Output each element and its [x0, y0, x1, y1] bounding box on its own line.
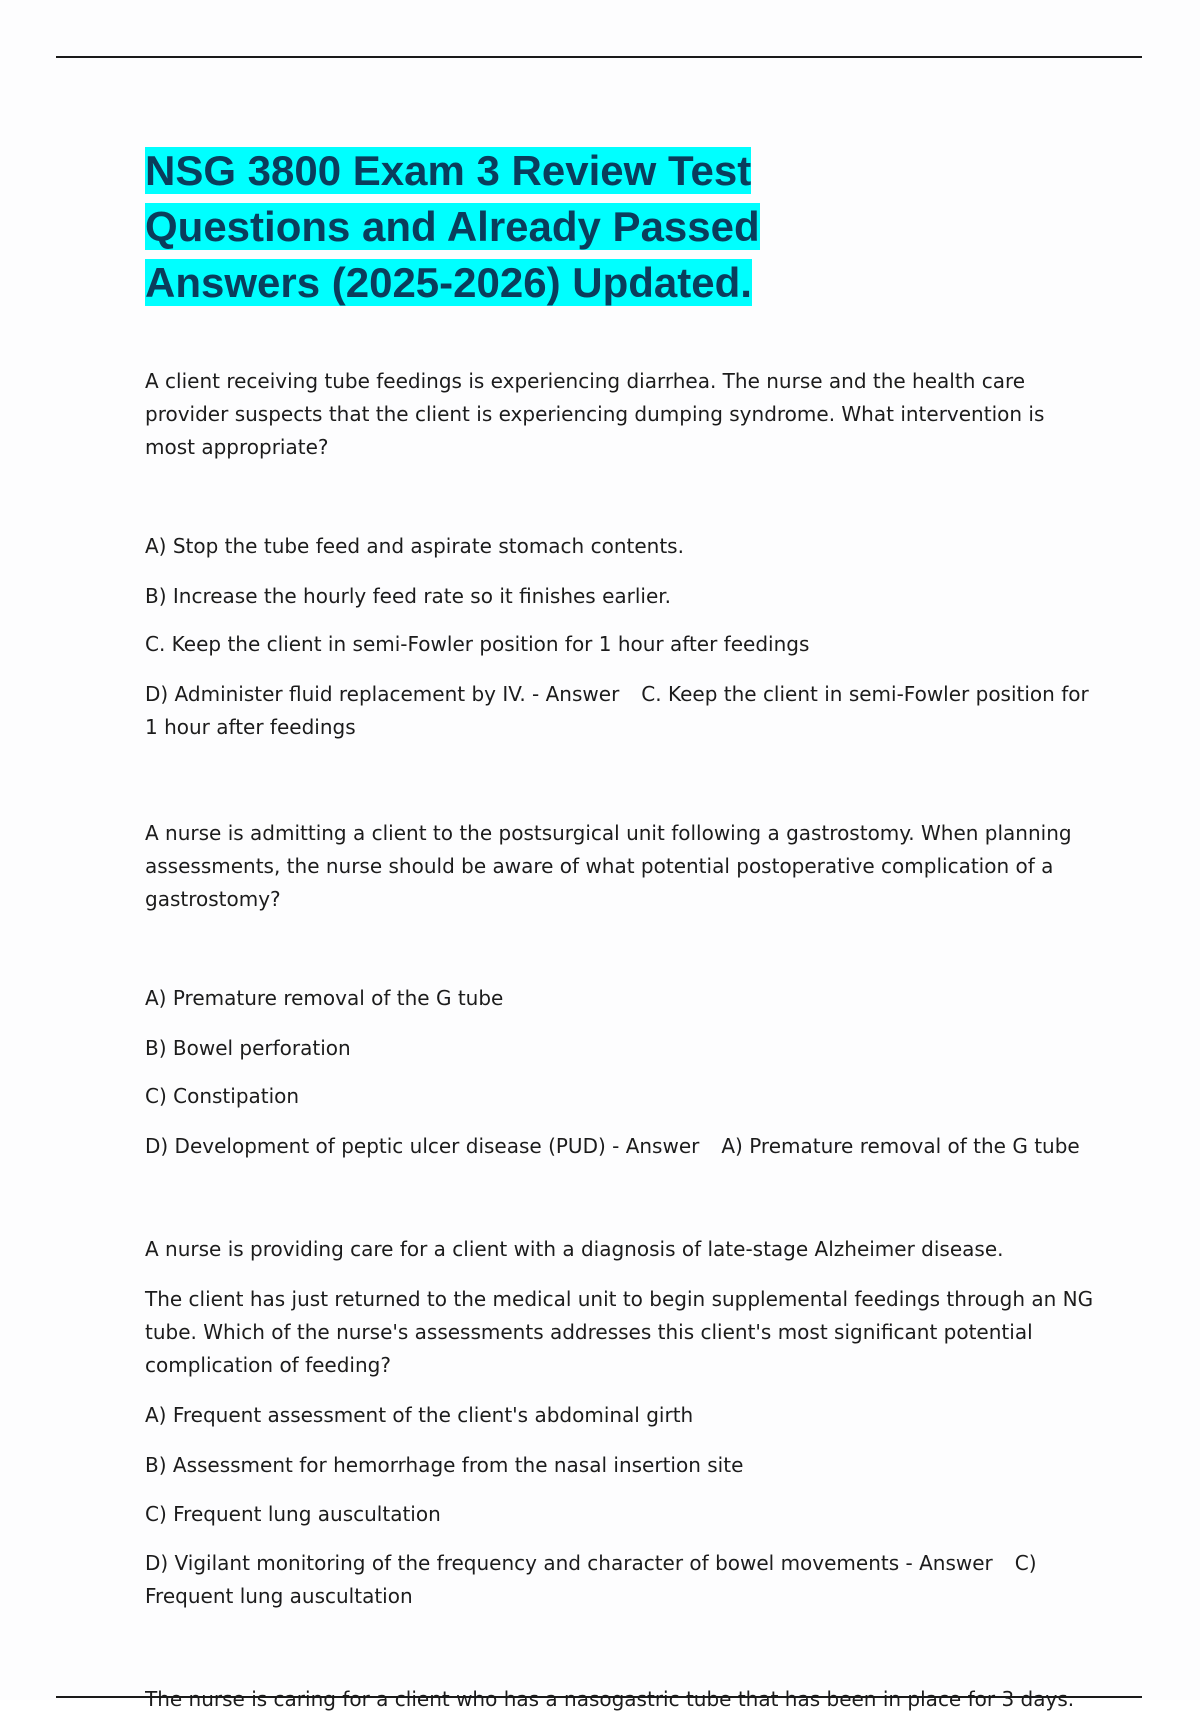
- question-3-option-a: A) Frequent assessment of the client's abdominal girth: [145, 1403, 694, 1427]
- question-1-stem: A client receiving tube feedings is experiencing diarrhea. The nurse and the health care provider suspects that the client is experiencing dumping syndrome. What intervention is most appropriate?: [145, 369, 1045, 459]
- question-2-option-b: B) Bowel perforation: [145, 1036, 351, 1060]
- question-1-option-a: A) Stop the tube feed and aspirate stomach contents.: [145, 534, 684, 558]
- question-2-option-c: C) Constipation: [145, 1084, 300, 1108]
- footer-rule: [56, 1696, 1142, 1698]
- question-3-option-d-text: D) Vigilant monitoring of the frequency and character of bowel movements - Answer: [145, 1551, 993, 1575]
- question-1-option-c: C. Keep the client in semi-Fowler position for 1 hour after feedings: [145, 632, 810, 656]
- next-question-partial: The nurse is caring for a client who has a nasogastric tube that has been in place for 3 days.: [145, 1687, 1075, 1711]
- question-1-option-b: B) Increase the hourly feed rate so it finishes earlier.: [145, 584, 672, 608]
- question-2-option-a: A) Premature removal of the G tube: [145, 986, 504, 1010]
- question-2-option-d-text: D) Development of peptic ulcer disease (PUD) - Answer: [145, 1134, 700, 1158]
- question-1-option-d: [145, 678, 1095, 744]
- question-3-option-b: B) Assessment for hemorrhage from the nasal insertion site: [145, 1453, 744, 1477]
- header-rule: [56, 56, 1142, 58]
- question-3-stem-continued: The client has just returned to the medical unit to begin supplemental feedings through an NG tube. Which of the nurse's assessments addresses this client's most significant potential complication of feeding?: [145, 1287, 1094, 1377]
- question-3-option-c: C) Frequent lung auscultation: [145, 1502, 441, 1526]
- question-1-option-d-text: D) Administer fluid replacement by IV. - Answer: [145, 682, 620, 706]
- question-2-stem: A nurse is admitting a client to the postsurgical unit following a gastrostomy. When planning assessments, the nurse should be aware of what potential postoperative complication of a gastrostomy?: [145, 821, 1072, 911]
- question-3-answer: C) Frequent lung auscultation: [145, 1551, 1037, 1608]
- document-title: NSG 3800 Exam 3 Review Test Questions and Already Passed Answers (2025-2026) Updated.: [145, 147, 760, 306]
- question-3-stem: A nurse is providing care for a client with a diagnosis of late-stage Alzheimer disease.: [145, 1237, 1004, 1261]
- question-1-answer: C. Keep the client in semi-Fowler position for 1 hour after feedings: [145, 682, 1089, 739]
- question-2-answer: A) Premature removal of the G tube: [721, 1134, 1080, 1158]
- question-2-option-d: [145, 1130, 1095, 1163]
- question-3-option-d: [145, 1547, 1095, 1613]
